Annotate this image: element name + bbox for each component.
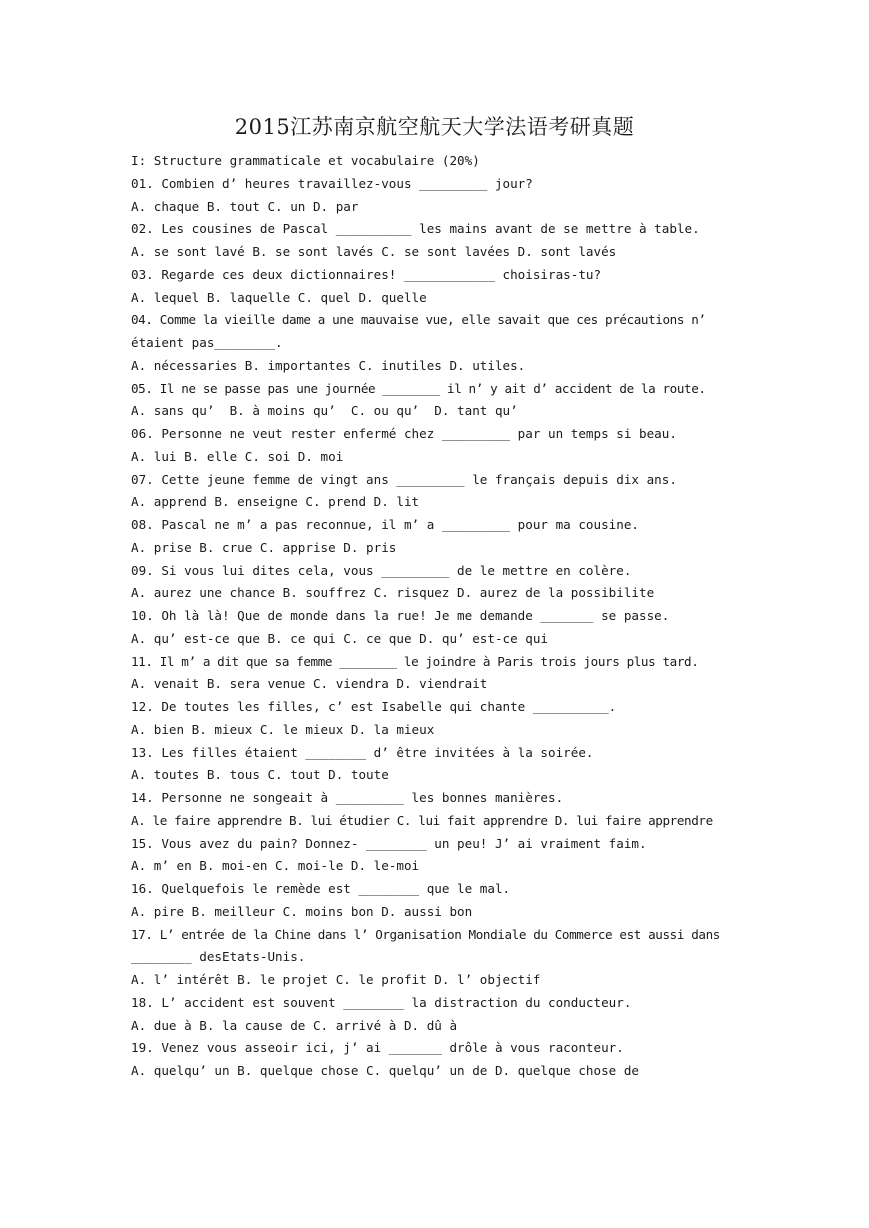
question-line: 14. Personne ne songeait à _________ les bonnes manières.: [131, 790, 564, 805]
answer-options-line: A. prise B. crue C. apprise D. pris: [131, 539, 397, 555]
question-line: 08. Pascal ne m’ a pas reconnue, il m’ a _________ pour ma cousine.: [131, 517, 639, 532]
answer-options-line: A. apprend B. enseigne C. prend D. lit: [131, 494, 420, 510]
question-line: 01. Combien d’ heures travaillez-vous _________ jour?: [131, 175, 533, 191]
question-line: 07. Cette jeune femme de vingt ans _________ le français depuis dix ans.: [131, 471, 677, 487]
question-line: 05. Il ne se passe pas une journée ________ il n’ y ait d’ accident de la route.: [131, 380, 706, 396]
answer-options-line: A. qu’ est-ce que B. ce qui C. ce que D. qu’ est-ce qui: [131, 630, 549, 646]
section-heading: I: Structure grammaticale et vocabulaire (20%): [131, 153, 480, 168]
answer-options-line: A. toutes B. tous C. tout D. toute: [131, 767, 389, 783]
question-line: 02. Les cousines de Pascal __________ les mains avant de se mettre à table.: [131, 221, 700, 237]
question-line: 06. Personne ne veut rester enfermé chez _________ par un temps si beau.: [131, 426, 677, 441]
question-line: 10. Oh là là! Que de monde dans la rue! Je me demande _______ se passe.: [131, 608, 670, 623]
answer-options-line: A. lequel B. laquelle C. quel D. quelle: [131, 289, 427, 305]
answer-options-line: A. pire B. meilleur C. moins bon D. aussi bon: [131, 903, 473, 919]
answer-options-line: A. se sont lavé B. se sont lavés C. se sont lavées D. sont lavés: [131, 244, 617, 259]
answer-options-line: A. le faire apprendre B. lui étudier C. lui fait apprendre D. lui faire apprendre: [131, 812, 713, 828]
question-line: 15. Vous avez du pain? Donnez- ________ un peu! J’ ai vraiment faim.: [131, 835, 647, 851]
question-line: 09. Si vous lui dites cela, vous _________ de le mettre en colère.: [131, 562, 632, 578]
answer-options-line: A. nécessaries B. importantes C. inutiles D. utiles.: [131, 357, 526, 373]
answer-options-line: A. venait B. sera venue C. viendra D. viendrait: [131, 676, 488, 692]
question-line: 19. Venez vous asseoir ici, j’ ai _______ drôle à vous raconteur.: [131, 1040, 624, 1056]
document-body: [131, 150, 751, 1083]
question-line: 03. Regarde ces deux dictionnaires! ____________ choisiras-tu?: [131, 266, 602, 282]
question-line: 11. Il m’ a dit que sa femme ________ le joindre à Paris trois jours plus tard.: [131, 653, 699, 669]
question-line: 13. Les filles étaient ________ d’ être invitées à la soirée.: [131, 744, 594, 760]
question-line: 04. Comme la vieille dame a une mauvaise vue, elle savait que ces précautions n’: [131, 312, 706, 328]
answer-options-line: A. lui B. elle C. soi D. moi: [131, 448, 344, 464]
question-line: 16. Quelquefois le remède est ________ que le mal.: [131, 881, 511, 896]
answer-options-line: A. l’ intérêt B. le projet C. le profit D. l’ objectif: [131, 972, 541, 987]
question-continuation-line: étaient pas________.: [131, 335, 283, 350]
document-title: 2015江苏南京航空航天大学法语考研真题: [234, 115, 635, 139]
question-line: 12. De toutes les filles, c’ est Isabelle qui chante __________.: [131, 699, 617, 714]
question-continuation-line: ________ desEtats-Unis.: [131, 949, 306, 965]
answer-options-line: A. m’ en B. moi-en C. moi-le D. le-moi: [131, 858, 420, 874]
answer-options-line: A. quelqu’ un B. quelque chose C. quelqu’ un de D. quelque chose de: [131, 1063, 639, 1078]
answer-options-line: A. bien B. mieux C. le mieux D. la mieux: [131, 721, 435, 737]
question-line: 17. L’ entrée de la Chine dans l’ Organisation Mondiale du Commerce est aussi dans: [131, 926, 720, 942]
answer-options-line: A. chaque B. tout C. un D. par: [131, 198, 359, 214]
answer-options-line: A. aurez une chance B. souffrez C. risquez D. aurez de la possibilite: [131, 585, 655, 601]
answer-options-line: A. sans qu’ B. à moins qu’ C. ou qu’ D. tant qu’: [131, 403, 518, 419]
answer-options-line: A. due à B. la cause de C. arrivé à D. dû à: [131, 1017, 458, 1033]
question-line: 18. L’ accident est souvent ________ la distraction du conducteur.: [131, 994, 632, 1010]
